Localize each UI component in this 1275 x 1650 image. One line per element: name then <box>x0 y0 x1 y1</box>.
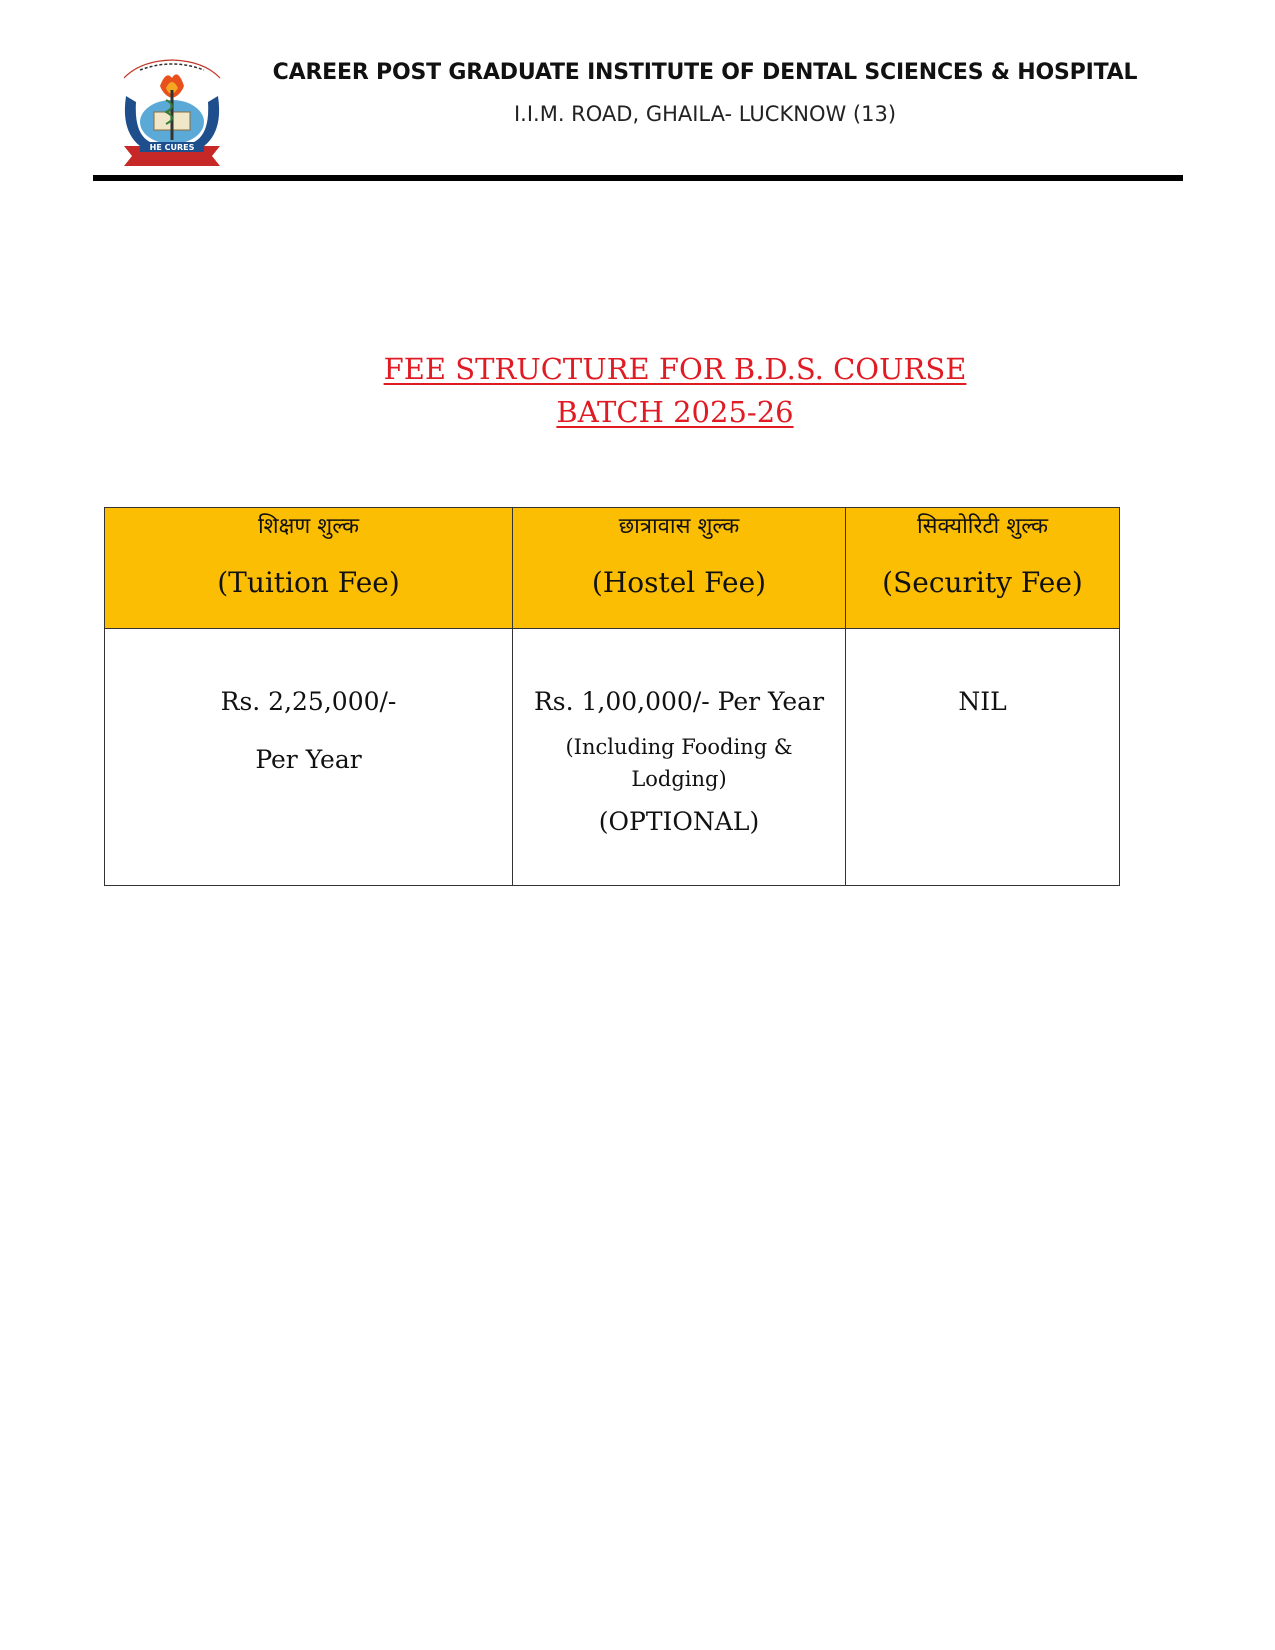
institute-address: I.I.M. ROAD, GHAILA- LUCKNOW (13) <box>513 102 897 126</box>
security-fee-header <box>846 508 1120 629</box>
security-fee-hindi-label: सिक्योरिटी शुल्क <box>916 514 1049 539</box>
institute-name: CAREER POST GRADUATE INSTITUTE OF DENTAL SCIENCES & HOSPITAL <box>272 60 1138 85</box>
hostel-fee-cell <box>513 629 846 886</box>
tuition-fee-period: Per Year <box>255 745 362 774</box>
header-divider <box>93 175 1183 181</box>
batch-title: BATCH 2025-26 <box>556 395 794 429</box>
security-fee-label: (Security Fee) <box>882 566 1083 599</box>
hostel-fee-note: (Including Fooding & Lodging) <box>565 735 793 791</box>
hostel-fee-header <box>513 508 846 629</box>
hostel-fee-label: (Hostel Fee) <box>591 566 767 599</box>
logo-banner-text: HE CURES <box>149 143 195 152</box>
security-fee-amount: NIL <box>958 687 1007 716</box>
tuition-fee-hindi-label: शिक्षण शुल्क <box>257 514 360 539</box>
hostel-fee-hindi-label: छात्रावास शुल्क <box>618 514 740 539</box>
fee-table <box>104 507 1120 886</box>
tuition-fee-amount: Rs. 2,25,000/- <box>220 687 397 716</box>
hostel-fee-amount: Rs. 1,00,000/- Per Year <box>533 687 825 716</box>
fee-table-header-row <box>105 508 1120 629</box>
document-title: FEE STRUCTURE FOR B.D.S. COURSE <box>383 352 967 386</box>
hostel-fee-optional: (OPTIONAL) <box>598 807 760 836</box>
tuition-fee-label: (Tuition Fee) <box>217 566 400 599</box>
institute-emblem-logo <box>110 56 234 172</box>
security-fee-cell <box>846 629 1120 886</box>
tuition-fee-header <box>105 508 513 629</box>
tuition-fee-cell <box>105 629 513 886</box>
fee-table-row <box>105 629 1120 886</box>
